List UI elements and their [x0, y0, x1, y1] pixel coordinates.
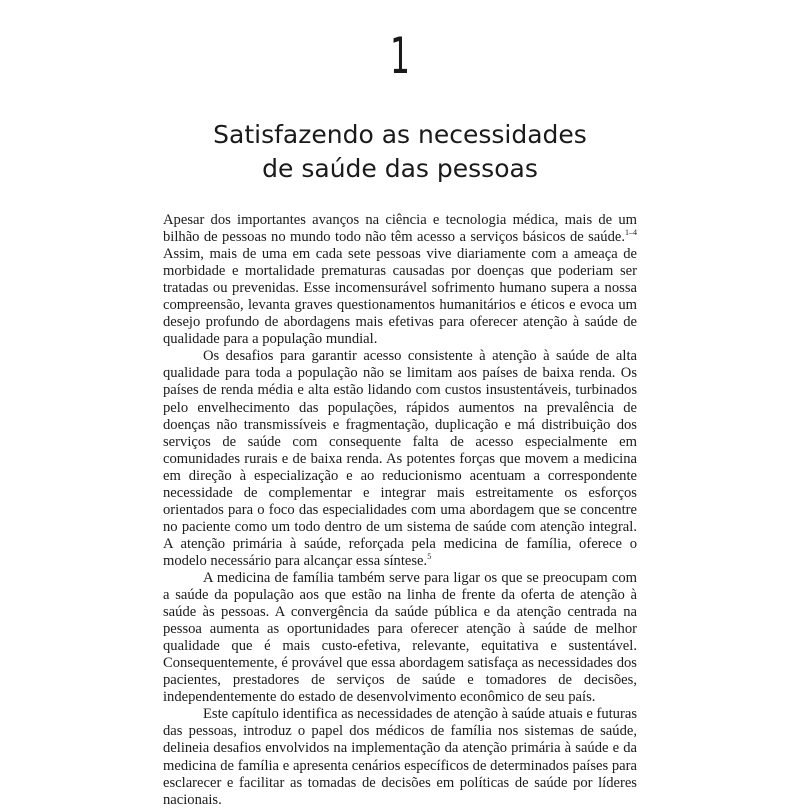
paragraph-1: [163, 212, 637, 348]
citation-reference: 5: [427, 551, 432, 561]
chapter-title: [0, 118, 800, 186]
paragraph-1-text-b: Assim, mais de uma em cada sete pessoas vive diariamente com a ameaça de morbidade e mortalidade prematuras causadas por doenças que poderiam ser tratadas ou prevenidas. Esse incomensurável sofrimento humano supera a nossa compreensão, levanta graves questionamentos humanitários e éticos e evoca um desejo profundo de abordagens mais efetivas para oferecer atenção à saúde de qualidade para a população mundial.: [163, 246, 637, 348]
chapter-title-line-2: de saúde das pessoas: [262, 154, 538, 183]
chapter-body: [163, 212, 637, 809]
chapter-number: 1: [390, 27, 410, 85]
paragraph-1-text-a: Apesar dos importantes avanços na ciência e tecnologia médica, mais de um bilhão de pessoas no mundo todo não têm acesso a serviços básicos de saúde.: [163, 212, 637, 246]
citation-reference: 1–4: [625, 228, 637, 238]
paragraph-3: A medicina de família também serve para ligar os que se preocupam com a saúde da população aos que estão na linha de frente da oferta de atenção à saúde às pessoas. A convergência da saúde pública e da atenção centrada na pessoa aumenta as oportunidades para oferecer atenção à saúde de melhor qualidade que é mais custo-efetiva, relevante, equitativa e sustentável. Consequentemente, é provável que essa abordagem satisfaça as necessidades dos pacientes, prestadores de serviços de saúde e tomadores de decisões, independentemente do estado de desenvolvimento econômico de seu país.: [163, 569, 637, 706]
paragraph-2: [163, 348, 637, 570]
paragraph-2-text: Os desafios para garantir acesso consistente à atenção à saúde de alta qualidade para toda a população não se limitam aos países de baixa renda. Os países de renda média e alta estão lidando com custos insustentáveis, turbinados pelo envelhecimento das populações, rápidos aumentos na prevalência de doenças não transmissíveis e fragmentação, duplicação e má distribuição dos serviços de saúde com consequente falta de acesso especialmente em comunidades rurais e de baixa renda. As potentes forças que movem a medicina em direção à especialização e ao reducionismo acentuam a correspondente necessidade de complementar e integrar mais estreitamente os esforços orientados para o foco das especialidades com uma abordagem que se concentre no paciente como um todo dentro de um sistema de saúde com atenção integral. A atenção primária à saúde, reforçada pela medicina de família, oferece o modelo necessário para alcançar essa síntese.: [163, 348, 637, 569]
chapter-title-line-1: Satisfazendo as necessidades: [213, 120, 587, 149]
paragraph-4: Este capítulo identifica as necessidades de atenção à saúde atuais e futuras das pessoas, introduz o papel dos médicos de família nos sistemas de saúde, delineia desafios envolvidos na implementação da atenção primária à saúde e da medicina de família e apresenta cenários específicos de determinados países para esclarecer e facilitar as tomadas de decisões em políticas de saúde por líderes nacionais.: [163, 706, 637, 808]
